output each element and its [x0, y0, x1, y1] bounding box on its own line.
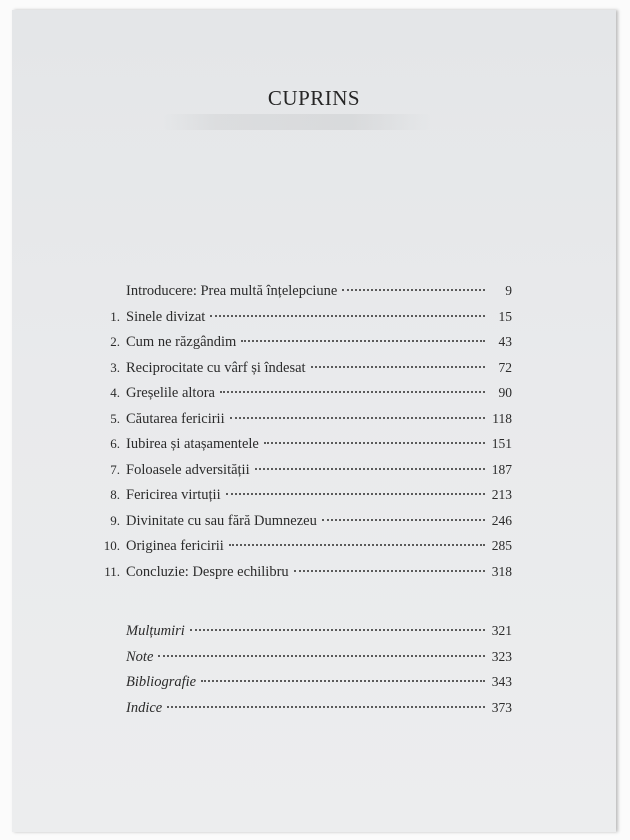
- back-matter-page: 373: [491, 699, 512, 715]
- toc-entry: [82, 280, 512, 302]
- toc-entry-page: 187: [491, 461, 512, 477]
- show-through-text: [162, 114, 432, 130]
- dot-leader: [311, 366, 485, 368]
- toc-entry-label: Căutarea fericirii: [126, 410, 225, 427]
- toc-entry-number: 9.: [110, 512, 120, 528]
- toc-entry: [82, 382, 512, 404]
- toc-entry-page: 15: [498, 308, 512, 324]
- dot-leader: [255, 468, 485, 470]
- toc-entry-page: 151: [491, 436, 512, 451]
- book-page: [12, 10, 616, 832]
- back-matter-page: 321: [491, 623, 512, 638]
- dot-leader: [294, 570, 485, 572]
- back-matter-entry: [82, 697, 512, 719]
- back-matter-label: Indice: [126, 699, 163, 716]
- dot-leader: [229, 544, 485, 546]
- toc-entry: [82, 306, 512, 328]
- dot-leader: [230, 417, 485, 419]
- toc-entry-number: 7.: [110, 461, 120, 477]
- toc-entry-label: Sinele divizat: [126, 308, 206, 325]
- toc-entry-label: Concluzie: Despre echilibru: [126, 563, 289, 580]
- back-matter-entry: [82, 620, 512, 642]
- toc-entry-page: 318: [491, 563, 512, 579]
- toc-entry-page: 72: [498, 359, 512, 375]
- dot-leader: [158, 655, 485, 657]
- toc-entry-number: 11.: [104, 563, 120, 579]
- toc-entry-page: 285: [491, 538, 512, 553]
- toc-entry-page: 90: [498, 385, 512, 400]
- page-title: CUPRINS: [267, 86, 361, 110]
- toc-entry-label: Greșelile altora: [126, 385, 215, 401]
- toc-entry-number: 10.: [103, 538, 120, 553]
- dot-leader: [322, 519, 485, 521]
- toc-entry-number: 8.: [110, 487, 120, 502]
- toc-entry-page: 43: [498, 334, 512, 349]
- toc-entry-label: Introducere: Prea multă înțelepciune: [126, 283, 338, 299]
- toc-entry-page: 118: [492, 410, 512, 426]
- toc-entry-label: Fericirea virtuții: [126, 487, 221, 503]
- back-matter-entry: [82, 671, 512, 693]
- dot-leader: [167, 706, 485, 708]
- toc-entry-label: Originea fericirii: [126, 538, 224, 554]
- dot-leader: [190, 629, 485, 631]
- dot-leader: [241, 340, 485, 342]
- dot-leader: [226, 493, 485, 495]
- toc-entry: [82, 484, 512, 506]
- toc-entry-label: Reciprocitate cu vârf și îndesat: [126, 359, 306, 376]
- toc-entry: [82, 561, 512, 583]
- toc-entry: [82, 535, 512, 557]
- dot-leader: [342, 289, 485, 291]
- toc-entry: [82, 510, 512, 532]
- toc-entry: [82, 331, 512, 353]
- toc-entry-number: 3.: [110, 359, 120, 375]
- back-matter-label: Bibliografie: [126, 674, 197, 690]
- toc-entry-number: 5.: [110, 410, 120, 426]
- toc-entry-page: 9: [505, 283, 512, 298]
- back-matter-label: Mulțumiri: [126, 623, 185, 639]
- toc-entry-page: 246: [491, 512, 512, 528]
- back-matter-label: Note: [126, 648, 154, 665]
- dot-leader: [264, 442, 485, 444]
- toc-entry-number: 1.: [110, 308, 120, 324]
- dot-leader: [220, 391, 485, 393]
- toc-entry-label: Cum ne răzgândim: [126, 334, 237, 350]
- toc-entry: [82, 459, 512, 481]
- back-matter-entry: [82, 646, 512, 668]
- dot-leader: [201, 680, 485, 682]
- toc-entry-number: 2.: [110, 334, 120, 349]
- back-matter-page: 343: [491, 674, 512, 689]
- toc-entry-label: Foloasele adversității: [126, 461, 250, 478]
- toc-entry: [82, 433, 512, 455]
- toc-entry-label: Divinitate cu sau fără Dumnezeu: [126, 512, 317, 529]
- toc-entry-number: 4.: [110, 385, 120, 400]
- dot-leader: [210, 315, 485, 317]
- toc-entry-page: 213: [491, 487, 512, 502]
- toc-entry: [82, 357, 512, 379]
- toc-entry-number: 6.: [110, 436, 120, 451]
- toc-entry: [82, 408, 512, 430]
- back-matter-page: 323: [491, 648, 512, 664]
- toc-entry-label: Iubirea și atașamentele: [126, 436, 259, 452]
